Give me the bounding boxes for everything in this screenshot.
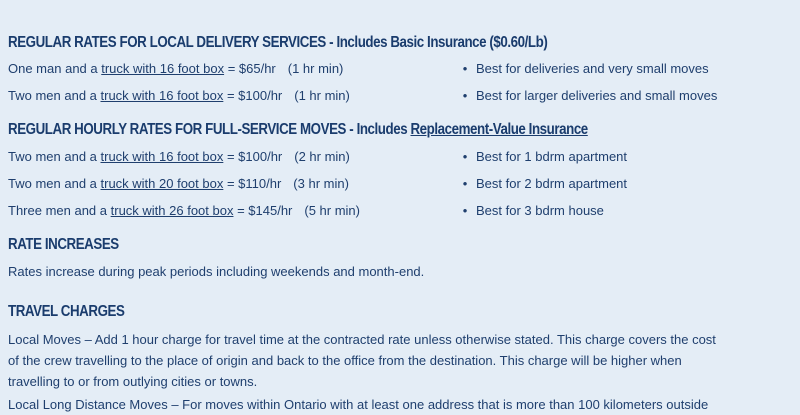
bullet-icon: • [462, 61, 468, 76]
rate-note: • Best for 3 bdrm house [458, 203, 604, 219]
bullet-icon: • [462, 88, 468, 103]
truck-link[interactable]: truck with 16 foot box [100, 88, 224, 103]
minimum-hours: (5 hr min) [304, 203, 360, 218]
rate-description: One man and a truck with 16 foot box = $65/hr (1 hr min) [8, 61, 344, 76]
replacement-value-insurance-link[interactable]: Replacement-Value Insurance [410, 121, 588, 138]
bullet-icon: • [462, 149, 468, 164]
local-delivery-heading-rest: - Includes Basic Insurance ($0.60/Lb) [325, 34, 548, 51]
minimum-hours: (1 hr min) [287, 61, 344, 76]
local-delivery-heading-main: REGULAR RATES FOR LOCAL DELIVERY SERVICES [8, 34, 326, 51]
bullet-icon: • [462, 203, 468, 218]
rate-increases-text: Rates increase during peak periods including weekends and month-end. [8, 264, 425, 279]
rate-note: • Best for larger deliveries and small moves [458, 88, 717, 104]
rate-note: • Best for deliveries and very small moves [458, 61, 709, 77]
rate-increases-heading: RATE INCREASES [8, 236, 119, 253]
rate-description: Two men and a truck with 16 foot box = $100/hr (1 hr min) [8, 88, 350, 103]
local-moves-paragraph: Local Moves – Add 1 hour charge for travel time at the contracted rate unless otherwise stated. This charge covers the cost of the crew travelling to the place of origin and back to the office from the destination. This charge will be higher when travelling to or from outlying cities or towns. [8, 332, 716, 389]
local-delivery-heading [8, 34, 547, 52]
truck-link[interactable]: truck with 16 foot box [101, 61, 225, 76]
rate-description: Three men and a truck with 26 foot box = $145/hr (5 hr min) [8, 203, 360, 218]
rate-note: • Best for 2 bdrm apartment [458, 176, 627, 192]
travel-charges-heading: TRAVEL CHARGES [8, 303, 125, 320]
minimum-hours: (2 hr min) [294, 149, 350, 164]
truck-link[interactable]: truck with 16 foot box [100, 149, 224, 164]
truck-link[interactable]: truck with 20 foot box [100, 176, 224, 191]
rate-note: • Best for 1 bdrm apartment [458, 149, 627, 165]
truck-link[interactable]: truck with 26 foot box [110, 203, 234, 218]
rate-description: Two men and a truck with 16 foot box = $100/hr (2 hr min) [8, 149, 350, 164]
bullet-icon: • [462, 176, 468, 191]
minimum-hours: (3 hr min) [293, 176, 349, 191]
long-distance-paragraph: Local Long Distance Moves – For moves within Ontario with at least one address that is more than 100 kilometers outside [8, 397, 709, 412]
full-service-heading-main: REGULAR HOURLY RATES FOR FULL-SERVICE MOVES [8, 121, 347, 138]
rate-description: Two men and a truck with 20 foot box = $110/hr (3 hr min) [8, 176, 349, 191]
full-service-heading: REGULAR HOURLY RATES FOR FULL-SERVICE MOVES - Includes Replacement-Value Insurance [8, 121, 588, 138]
minimum-hours: (1 hr min) [294, 88, 350, 103]
